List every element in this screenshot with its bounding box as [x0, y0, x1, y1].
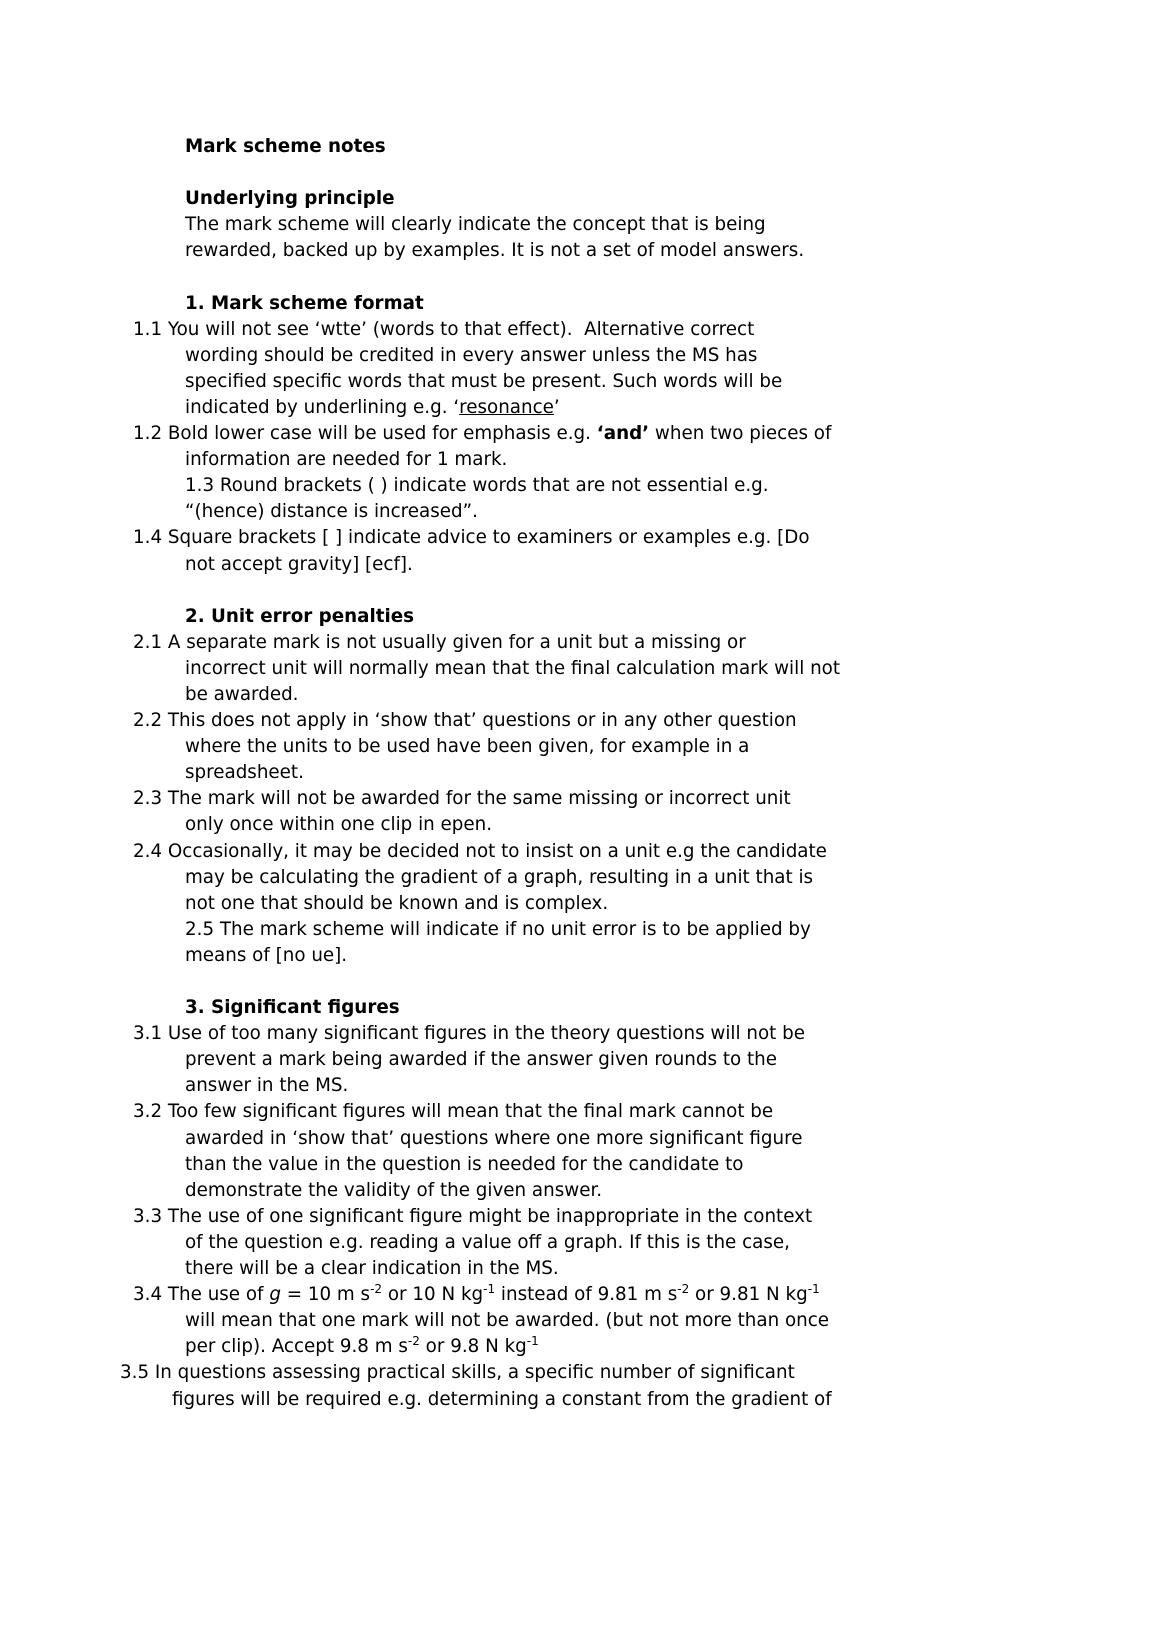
text-segment: or 9.81 N kg: [689, 1284, 808, 1306]
section-heading: [0, 291, 1158, 317]
text-segment: 3.3 The use of one significant figure might be inappropriate in the context: [133, 1205, 813, 1227]
superscript: -2: [407, 1334, 420, 1349]
text-segment: specified specific words that must be present. Such words will be: [185, 370, 783, 392]
section-heading: [0, 604, 1158, 630]
text-segment: ‘and’: [596, 423, 650, 445]
superscript: -2: [370, 1282, 383, 1297]
text-segment: 3.5 In questions assessing practical skills, a specific number of significant: [120, 1362, 795, 1384]
text-line: [0, 473, 1158, 499]
text-line: [0, 1178, 1158, 1204]
text-segment: incorrect unit will normally mean that the final calculation mark will not: [185, 657, 841, 679]
superscript: -1: [483, 1282, 496, 1297]
text-segment: 3. Significant figures: [185, 997, 400, 1019]
text-line: [0, 1073, 1158, 1099]
text-line: [0, 1204, 1158, 1230]
text-line: [0, 1308, 1158, 1334]
text-line: [0, 839, 1158, 865]
text-line: [0, 1230, 1158, 1256]
text-segment: 1.4 Square brackets [ ] indicate advice to examiners or examples e.g. [Do: [133, 527, 810, 549]
text-segment: = 10 m s: [280, 1284, 371, 1306]
text-segment: per clip). Accept 9.8 m s: [185, 1336, 408, 1358]
text-line: [0, 1021, 1158, 1047]
text-segment: resonance: [459, 396, 554, 418]
text-segment: “(hence) distance is increased”.: [185, 501, 478, 523]
text-segment: prevent a mark being awarded if the answer given rounds to the: [185, 1049, 777, 1071]
text-line: [0, 1334, 1158, 1360]
text-segment: 2. Unit error penalties: [185, 605, 415, 627]
text-segment: indicated by underlining e.g. ‘: [185, 396, 460, 418]
text-segment: 3.2 Too few significant figures will mean that the final mark cannot be: [133, 1101, 774, 1123]
text-line: [0, 552, 1158, 578]
text-segment: 2.3 The mark will not be awarded for the same missing or incorrect unit: [133, 788, 791, 810]
text-segment: g: [269, 1284, 281, 1306]
mark-scheme-document: [0, 134, 1158, 1413]
text-segment: rewarded, backed up by examples. It is not a set of model answers.: [185, 240, 805, 262]
text-segment: be awarded.: [185, 683, 299, 705]
blank-line: [0, 969, 1158, 995]
text-line: [0, 891, 1158, 917]
text-line: [0, 499, 1158, 525]
text-line: [0, 734, 1158, 760]
superscript: -1: [526, 1334, 539, 1349]
text-line: [0, 865, 1158, 891]
text-line: [0, 421, 1158, 447]
text-segment: or 9.8 N kg: [419, 1336, 527, 1358]
text-line: [0, 1282, 1158, 1308]
text-line: [0, 343, 1158, 369]
text-segment: 3.4 The use of: [133, 1284, 270, 1306]
text-line: [0, 630, 1158, 656]
text-segment: will mean that one mark will not be awarded. (but not more than once: [185, 1310, 830, 1332]
text-line: [0, 317, 1158, 343]
text-segment: when two pieces of: [649, 423, 832, 445]
section-heading: [0, 995, 1158, 1021]
text-line: [0, 447, 1158, 473]
blank-line: [0, 578, 1158, 604]
text-line: [0, 1099, 1158, 1125]
text-segment: figures will be required e.g. determining a constant from the gradient of: [172, 1388, 832, 1410]
text-segment: wording should be credited in every answer unless the MS has: [185, 344, 758, 366]
text-line: [0, 682, 1158, 708]
text-line: [0, 395, 1158, 421]
text-line: [0, 786, 1158, 812]
text-line: [0, 238, 1158, 264]
text-segment: answer in the MS.: [185, 1075, 349, 1097]
text-line: [0, 212, 1158, 238]
text-segment: 1. Mark scheme format: [185, 292, 424, 314]
text-segment: demonstrate the validity of the given answer.: [185, 1179, 603, 1201]
text-line: [0, 1047, 1158, 1073]
text-segment: of the question e.g. reading a value off a graph. If this is the case,: [185, 1231, 790, 1253]
text-line: [0, 525, 1158, 551]
text-line: [0, 1152, 1158, 1178]
text-segment: 2.1 A separate mark is not usually given for a unit but a missing or: [133, 631, 746, 653]
text-segment: awarded in ‘show that’ questions where one more significant figure: [185, 1127, 803, 1149]
text-segment: there will be a clear indication in the MS.: [185, 1258, 559, 1280]
text-line: [0, 708, 1158, 734]
superscript: -1: [807, 1282, 820, 1297]
text-segment: 2.2 This does not apply in ‘show that’ questions or in any other question: [133, 710, 797, 732]
text-segment: ’: [553, 396, 560, 418]
blank-line: [0, 264, 1158, 290]
text-segment: 3.1 Use of too many significant figures in the theory questions will not be: [133, 1023, 806, 1045]
text-segment: The mark scheme will clearly indicate the concept that is being: [185, 214, 766, 236]
blank-line: [0, 160, 1158, 186]
text-line: [0, 1256, 1158, 1282]
text-line: [0, 1387, 1158, 1413]
section-heading: [0, 186, 1158, 212]
text-segment: information are needed for 1 mark.: [185, 449, 508, 471]
text-line: [0, 369, 1158, 395]
text-segment: only once within one clip in epen.: [185, 814, 493, 836]
text-segment: where the units to be used have been given, for example in a: [185, 736, 750, 758]
text-segment: Mark scheme notes: [185, 136, 386, 157]
text-segment: 2.5 The mark scheme will indicate if no unit error is to be applied by: [185, 918, 811, 940]
text-line: [0, 943, 1158, 969]
text-line: [0, 656, 1158, 682]
text-line: [0, 812, 1158, 838]
text-segment: Underlying principle: [185, 188, 395, 210]
text-line: [0, 1360, 1158, 1386]
text-segment: means of [no ue].: [185, 944, 348, 966]
text-segment: or 10 N kg: [382, 1284, 484, 1306]
text-segment: than the value in the question is needed for the candidate to: [185, 1153, 744, 1175]
text-line: [0, 760, 1158, 786]
text-segment: 1.3 Round brackets ( ) indicate words that are not essential e.g.: [185, 475, 769, 497]
text-line: [0, 917, 1158, 943]
text-segment: instead of 9.81 m s: [495, 1284, 678, 1306]
section-heading: [0, 134, 1158, 160]
text-segment: not one that should be known and is complex.: [185, 892, 609, 914]
text-segment: not accept gravity] [ecf].: [185, 553, 413, 575]
text-segment: 1.2 Bold lower case will be used for emphasis e.g.: [133, 423, 597, 445]
text-segment: 2.4 Occasionally, it may be decided not to insist on a unit e.g the candidate: [133, 840, 827, 862]
text-segment: 1.1 You will not see ‘wtte’ (words to that effect). Alternative correct: [133, 318, 755, 340]
superscript: -2: [677, 1282, 690, 1297]
text-line: [0, 1126, 1158, 1152]
text-segment: may be calculating the gradient of a graph, resulting in a unit that is: [185, 866, 814, 888]
text-segment: spreadsheet.: [185, 762, 304, 784]
